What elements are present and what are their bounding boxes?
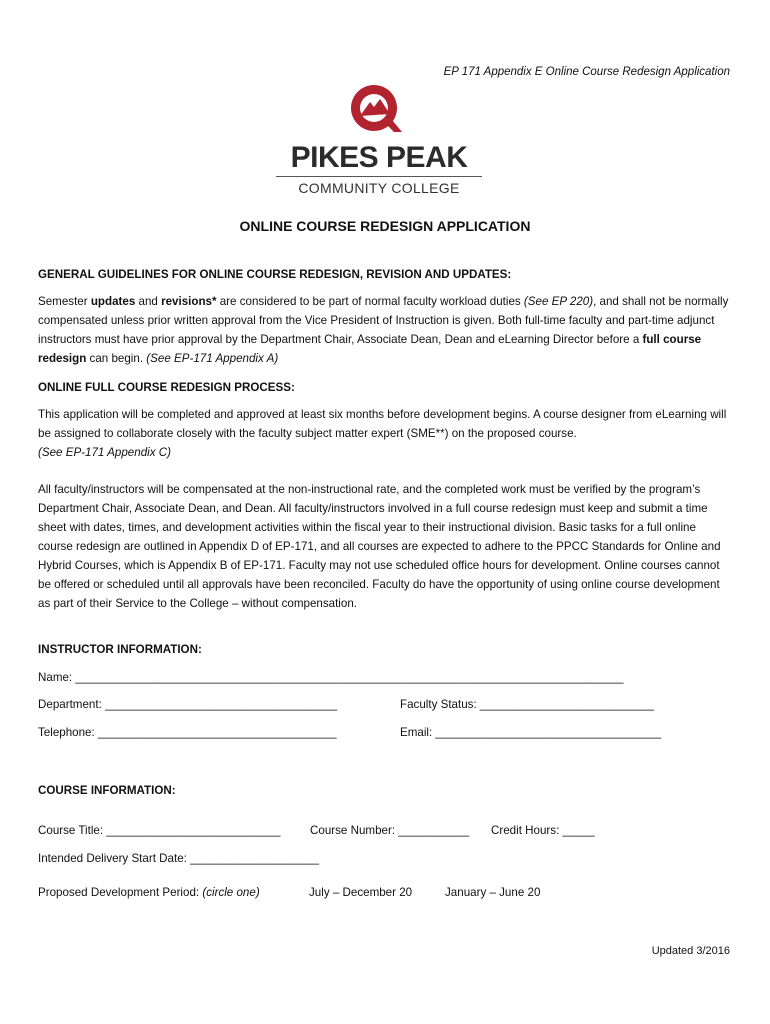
email-field[interactable]: Email: ___________________________________ — [400, 726, 662, 739]
guidelines-section — [38, 265, 733, 368]
course-title-field[interactable]: Course Title: ___________________________ — [38, 824, 281, 837]
process-paragraph-1: This application will be completed and approved at least six months before development begins. A course designer from eLearning will be assigned to collaborate closely with the faculty subject matter expert (SME**) on the proposed course. (See EP-171 Appendix C) — [38, 408, 727, 459]
document-reference: EP 171 Appendix E Online Course Redesign Application — [443, 66, 730, 78]
telephone-field[interactable]: Telephone: _____________________________________ — [38, 726, 337, 739]
page-title: ONLINE COURSE REDESIGN APPLICATION — [239, 218, 531, 234]
delivery-date-field[interactable]: Intended Delivery Start Date: ____________________ — [38, 852, 320, 865]
period-option-january[interactable]: January – June 20 — [445, 886, 541, 899]
period-option-july[interactable]: July – December 20 — [309, 886, 413, 899]
college-subtitle: COMMUNITY COLLEGE — [298, 180, 460, 196]
logo-divider — [276, 176, 482, 177]
course-heading: COURSE INFORMATION: — [38, 784, 176, 797]
process-section — [38, 378, 733, 613]
guidelines-paragraph: Semester updates and revisions* are considered to be part of normal faculty workload duties (See EP 220), and shall not be normally compensated unless prior written approval from the Vice President of Instruction is given. Both full-time faculty and part-time adjunct instructors must have prior approval by the Department Chair, Associate Dean, Dean and eLearning Director before a full course redesign can begin. (See EP-171 Appendix A) — [38, 295, 729, 365]
college-logo — [276, 82, 482, 197]
guidelines-heading: GENERAL GUIDELINES FOR ONLINE COURSE REDESIGN, REVISION AND UPDATES: — [38, 268, 512, 281]
name-field[interactable]: Name: _____________________________________________________________________________________ — [38, 671, 624, 684]
college-name: PIKES PEAK — [290, 141, 468, 174]
process-paragraph-2: All faculty/instructors will be compensated at the non-instructional rate, and the completed work must be verified by the program’s Department Chair, Associate Dean, and Dean. All faculty/instructors involved in a full course redesign must keep and submit a time sheet with dates, times, and development activities within the fiscal year to their instructional division. Basic tasks for a full online course redesign are outlined in Appendix D of EP-171, and all courses are expected to adhere to the PPCC Standards for Online and Hybrid Courses, which is Appendix B of EP-171. Faculty may not use scheduled office hours for development. Online courses cannot be offered or scheduled until all approvals have been reconciled. Faculty do have the opportunity of using online course development as part of their Service to the College – without compensation. — [38, 483, 721, 610]
updated-date: Updated 3/2016 — [651, 945, 730, 957]
process-heading: ONLINE FULL COURSE REDESIGN PROCESS: — [38, 381, 295, 394]
course-number-field[interactable]: Course Number: ___________ — [310, 824, 470, 837]
faculty-status-field[interactable]: Faculty Status: ___________________________ — [400, 698, 654, 711]
department-field[interactable]: Department: ____________________________________ — [38, 698, 338, 711]
instructor-heading: INSTRUCTOR INFORMATION: — [38, 643, 202, 656]
development-period-label: Proposed Development Period: (circle one) — [38, 886, 260, 899]
mountain-q-icon — [276, 82, 482, 134]
credit-hours-field[interactable]: Credit Hours: _____ — [491, 824, 595, 837]
